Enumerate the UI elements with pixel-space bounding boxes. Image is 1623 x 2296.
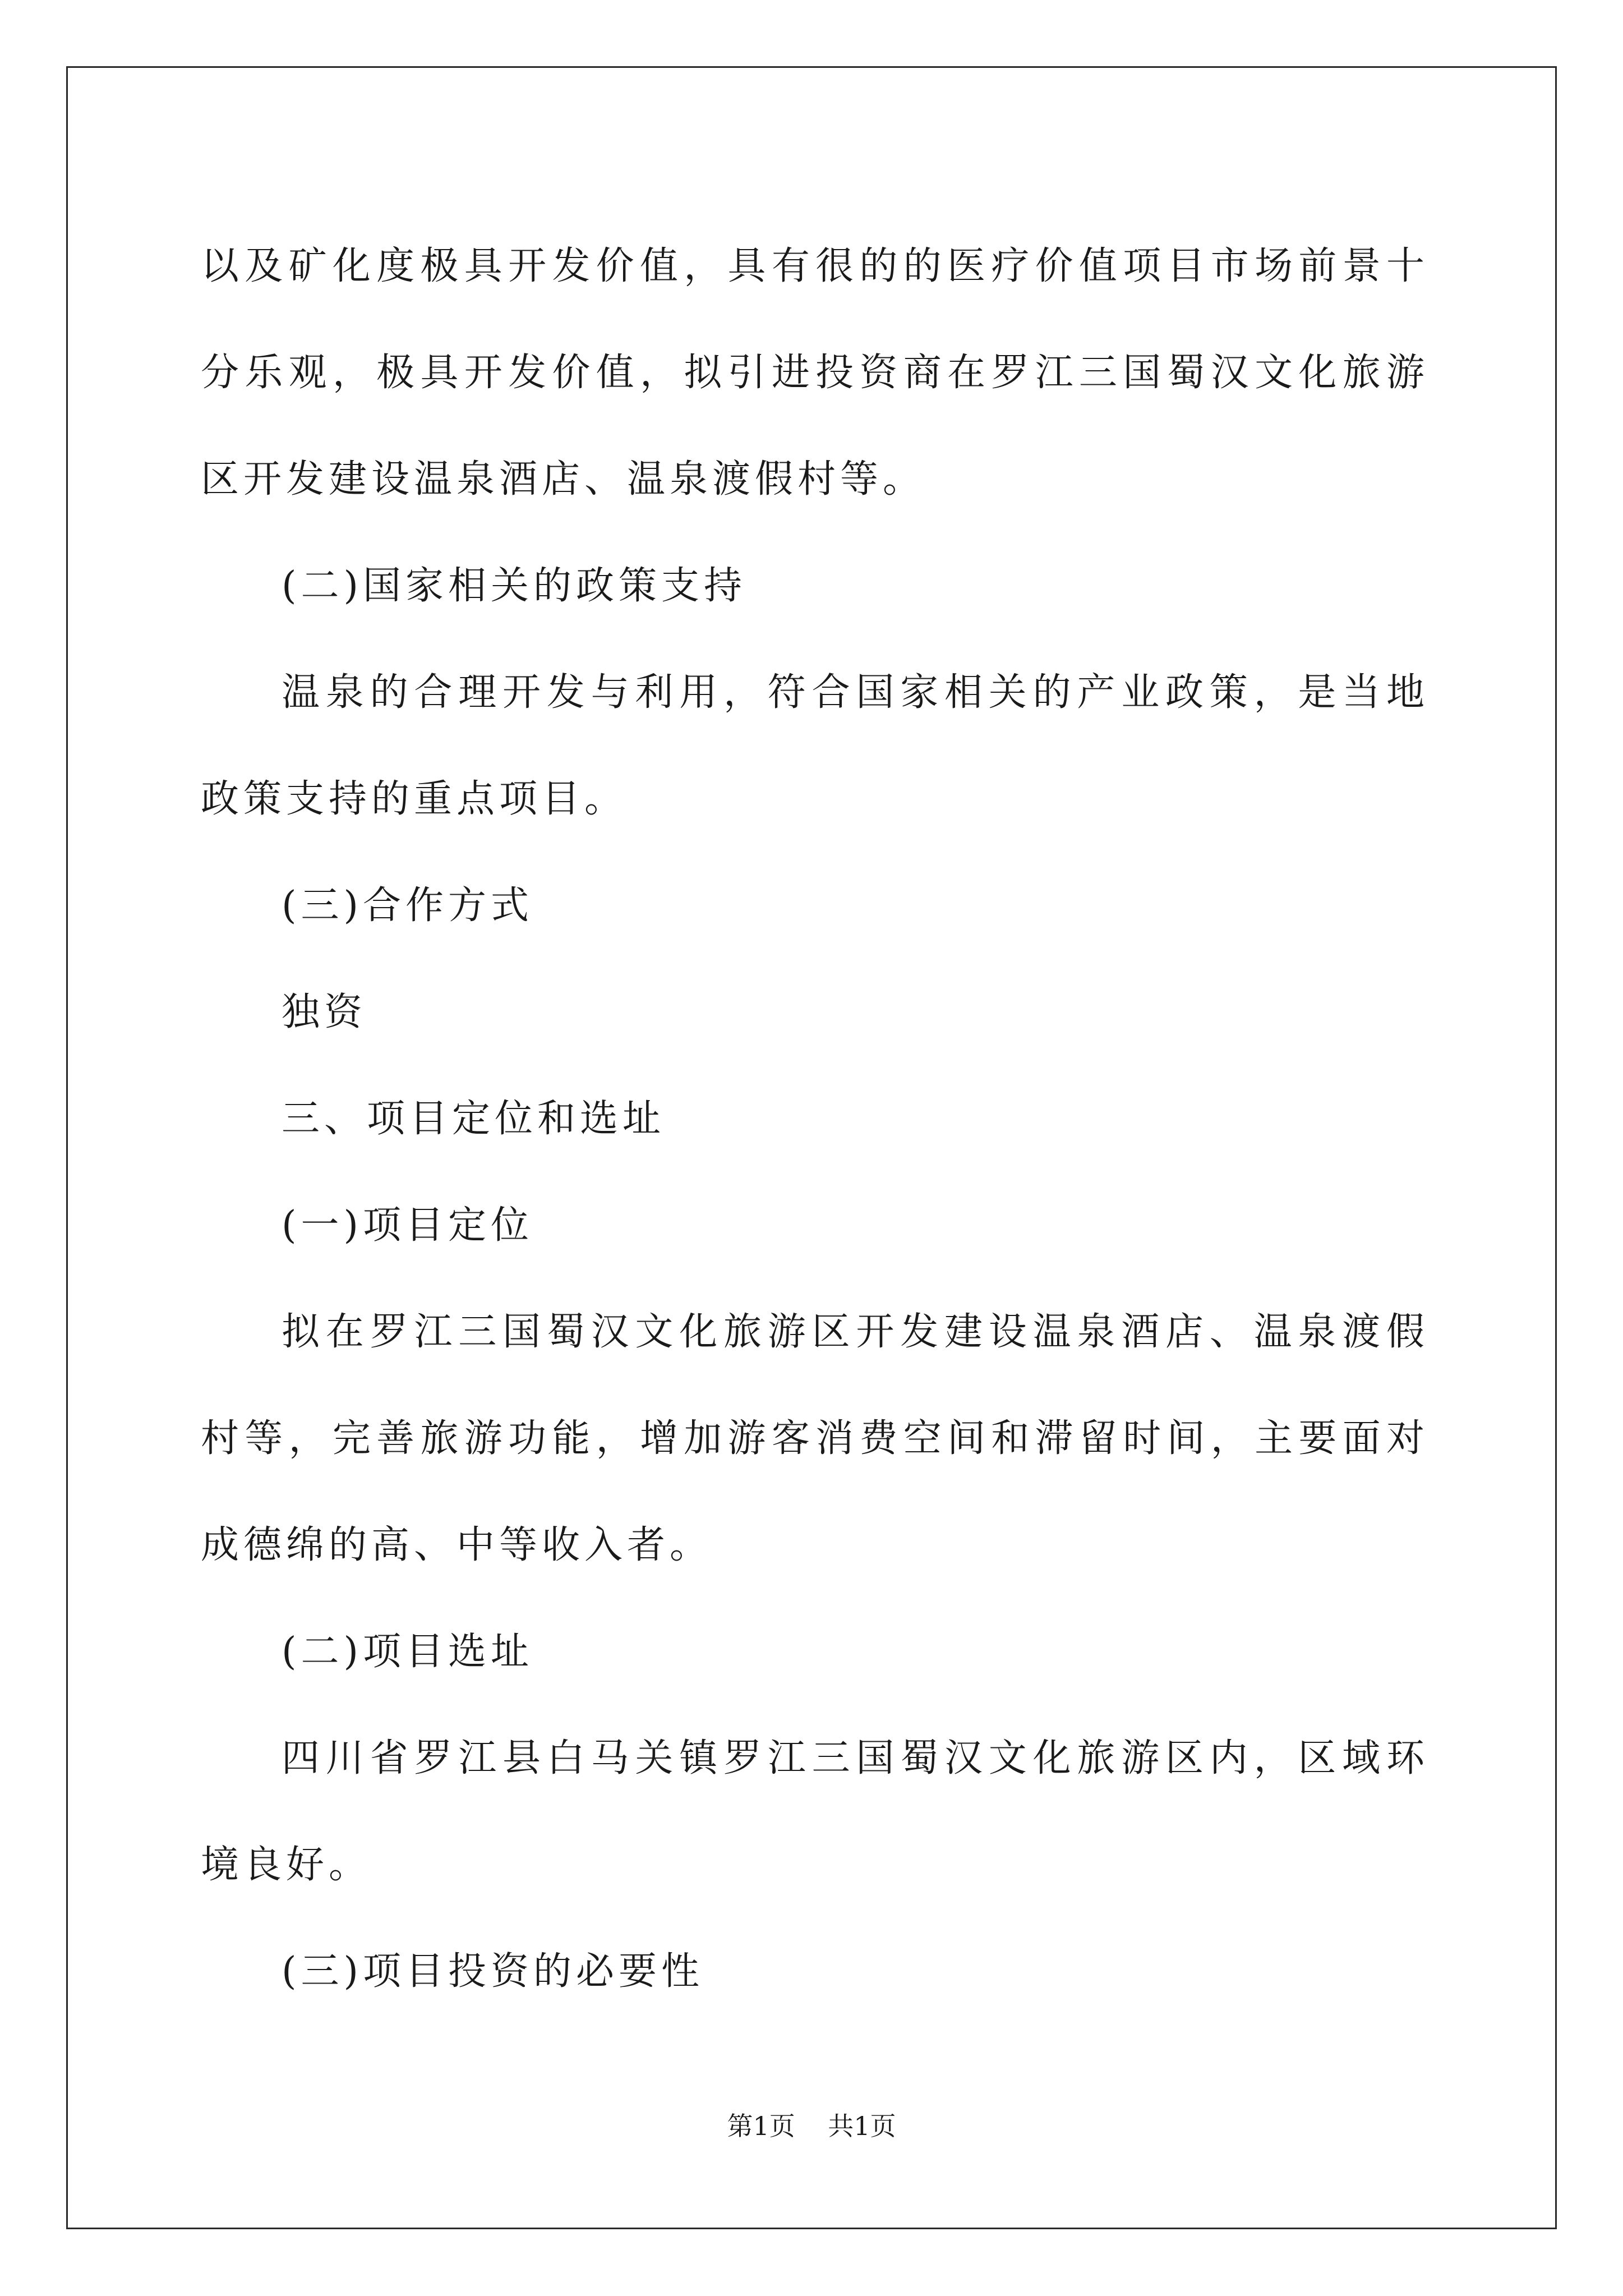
page-total: 共1页	[828, 2111, 896, 2141]
document-body	[201, 213, 1429, 2025]
paragraph-policy: 温泉的合理开发与利用，符合国家相关的产业政策，是当地政策支持的重点项目。	[201, 670, 1429, 821]
subheading-policy-support: (二)国家相关的政策支持	[282, 564, 747, 608]
page-number: 第1页	[727, 2111, 795, 2141]
paragraph-site: 四川省罗江县白马关镇罗江三国蜀汉文化旅游区内，区域环境良好。	[201, 1736, 1429, 1887]
page-footer	[0, 2109, 1623, 2143]
subheading-positioning: (一)项目定位	[282, 1203, 534, 1248]
subheading-site-selection: (二)项目选址	[282, 1630, 534, 1674]
subheading-investment-necessity: (三)项目投资的必要性	[282, 1949, 704, 1994]
paragraph-continuation: 以及矿化度极具开发价值，具有很的的医疗价值项目市场前景十分乐观，极具开发价值，拟引进投资商在罗江三国蜀汉文化旅游区开发建设温泉酒店、温泉渡假村等。	[201, 244, 1429, 501]
paragraph-cooperation: 独资	[282, 990, 367, 1034]
footer-spacer	[795, 2111, 828, 2141]
paragraph-positioning: 拟在罗江三国蜀汉文化旅游区开发建设温泉酒店、温泉渡假村等，完善旅游功能，增加游客消费空间和滞留时间，主要面对成德绵的高、中等收入者。	[201, 1310, 1429, 1567]
section-heading-positioning-site: 三、项目定位和选址	[282, 1097, 666, 1141]
subheading-cooperation-mode: (三)合作方式	[282, 884, 534, 928]
